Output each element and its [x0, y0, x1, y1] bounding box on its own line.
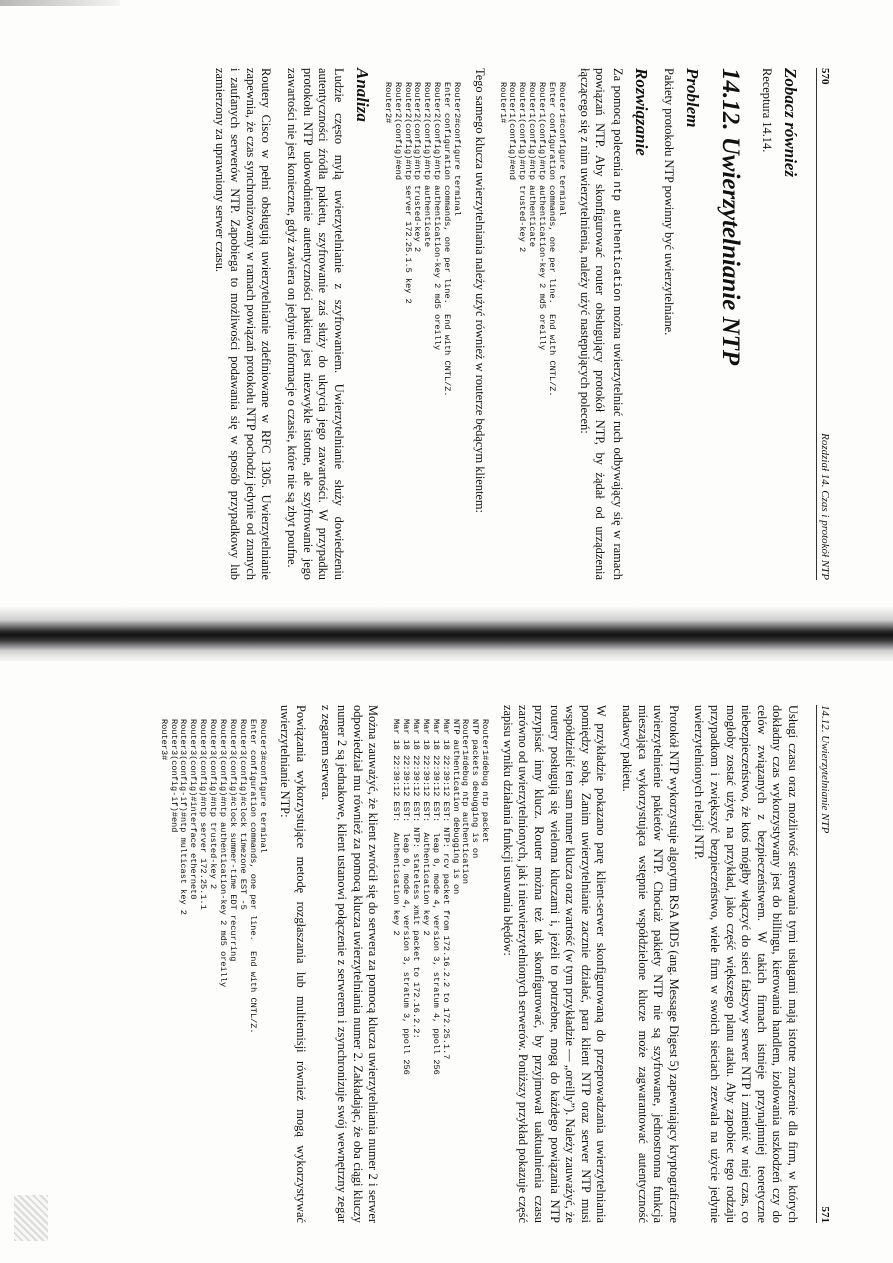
code-block-router2: Router2#configure terminal Enter configuration commands, one per line. End with CNTL/Z. Router2(config)#ntp authentication-key 2 md5 oreilly Router2(config)#ntp authenticate Router2(config)#ntp trusted-key 2 Router2(config)#ntp server 172.25.1.5 key 2 Router2(config)#end Router2# [382, 82, 463, 397]
problem-heading: Problem [683, 68, 703, 128]
solution-text-before: Za pomocą polecenia [610, 68, 625, 182]
right-paragraph-5: Powiązania wykorzystujące metodę rozgłaszania lub multiemisji również mogą wykorzystywać uwierzytelnianie NTP: [278, 705, 308, 1223]
right-header-title: 14.12. Uwierzytelnianie NTP [819, 705, 831, 834]
left-page [0, 0, 893, 620]
solution-command: ntp authentication [609, 181, 622, 302]
analysis-paragraph-1: Ludzie często mylą uwierzytelnianie z szyfrowaniem. Uwierzytelnianie służy dowiedzeniu autentyczności źródła pakietu, szyfrowanie zaś służy do ukrycia jego zawartości. W przypadku protokołu NTP udowodnienie autentyczności pakietu jest niezwykle istotne, ale szyfrowanie jego zawartości nie jest konieczne, gdyż zawiera on jedynie informacje o czasie, które nie są zbyt poufne. [285, 68, 346, 580]
left-header-title: Rozdział 14. Czas i protokół NTP [819, 433, 831, 580]
left-running-header [816, 68, 831, 580]
analysis-heading: Analiza [352, 68, 372, 122]
solution-paragraph [576, 68, 625, 580]
right-running-header [816, 705, 831, 1223]
right-paragraph-3: W przykładzie pokazano parę klient-serwer skonfigurowaną do przeprowadzania uwierzytelniania pomiędzy sobą. Zanim uwierzytelnianie zacznie działać, para klient NTP oraz serwer NTP musi współdzielić ten sam numer klucza oraz wartość (w tym przykładzie — „oreilly”). Należy zauważyć, że routery posługują się wieloma kluczami i, jeżeli to potrzebne, mogą do każdego powiązania NTP przypisać inny klucz. Router można też tak skonfigurować, by przyjmował uaktualnienia czasu zarówno od uwierzytelnionych, jak i nieuwierzytelnionych serwerów. Poniższy przykład pokazuje część zapisu wyniku działania funkcji usuwania błędów: [500, 705, 609, 1223]
solution-middle-text: Tego samego klucza uwierzytelniania należy użyć również w routerze będącym klientem: [472, 68, 487, 513]
section-title: 14.12. Uwierzytelnianie NTP [717, 68, 745, 366]
scan-edge-smudge-top [0, 0, 120, 6]
left-page-number: 570 [819, 68, 831, 85]
right-paragraph-4: Można zauważyć, że klient zwrócił się do serwera za pomocą klucza uwierzytelniania numer 2 i serwer odpowiedział mu również za pomocą klucza uwierzytelniania numer 2. Zakładając, że oba ciągi kluczy numer 2 są jednakowe, klient ustanowi połączenie z serwerem i zsynchronizuje swój wewnętrzny zegar z zegarem serwera. [319, 705, 381, 1223]
right-paragraph-1: Usługi czasu oraz możliwość sterowania tymi usługami mają istotne znaczenie dla firm, w których dokładny czas wykorzystywany jest do billingu, kierowania handlem, izolowania uszkodzeń czy do celów związanych z bezpieczeństwem. W takich firmach istnieje przynajmniej teoretyczne niebezpieczeństwo, że ktoś mógłby włączyć do sieci fałszywy serwer NTP i zmienić w niej czas, co mogłoby zostać użyte, na przykład, jako część większego planu ataku. Aby zapobiec tego rodzaju przypadkom i zwiększyć bezpieczeństwo, wiele firm w swoich sieciach zezwala na użycie jedynie uwierzytelnionych relacji NTP. [692, 705, 800, 1223]
scan-edge-smudge-bottom [14, 1195, 48, 1241]
see-also-heading: Zobacz również [781, 68, 800, 178]
code-block-router3: Router3#configure terminal Enter configuration commands, one per line. End with CNTL/Z. Router3(config)#clock timezone EST -5 Router3(config)#clock summer-time EDT recurring Router3(config)#ntp authentication-key 2 md5 oreilly Router3(config)#ntp trusted-key 2 Router3(config)#ntp server 172.25.1.1 Router3(config)#interface ethernet0 Router3(config-if)#ntp multicast key 2 Router3(config-if)#end Router3# [158, 719, 268, 1034]
solution-text-after: można uwierzytelniać ruch odbywający się w ramach powiązań NTP. Aby skonfigurować router obsługujący protokół NTP, by żądał od urządzenia łączącego się z nim uwierzytelnienia, należy użyć następujących poleceń: [577, 68, 625, 580]
analysis-paragraph-2: Routery Cisco w pełni obsługują uwierzytelnianie zdefiniowane w RFC 1305. Uwierzytelnianie zapewnia, że czas synchronizowany w ramach powiązań protokołu NTP pochodzi jedynie od znanych i zaufanych serwerów NTP. Zapobiega to możliwości podawania się w sposób przypadkowy lub zamierzony za uprawniony serwer czasu. [212, 68, 274, 580]
solution-heading: Rozwiązanie [631, 68, 651, 156]
code-block-debug: Router1#debug ntp packet NTP packets debugging is on Router1#debug ntp authentication NTP authentication debugging is on Mar 18 22:39:12 EST: NTP: rcv packet from 172.16.2.2 to 172.25.1.7 Mar 18 22:39:12 EST: leap 0, mode 4, version 3, stratum 4, ppoll 256 Mar 18 22:39:12 EST: Authentication key 2 Mar 18 22:39:12 EST: NTP: stateless xmit packet to 172.16.2.2: Mar 18 22:39:12 EST: leap 0, mode 4, version 3, stratum 3, ppoll 256 Mar 18 22:39:12 EST: Authentication key 2 [391, 719, 491, 1075]
problem-text: Pakiety protokołu NTP powinny być uwierzytelniane. [662, 68, 677, 336]
right-page [0, 643, 893, 1263]
right-page-number: 571 [819, 1206, 831, 1223]
right-paragraph-2: Protokół NTP wykorzystuje algorytm RSA MD5 (ang. Message Digest 5) zapewniający kryptograficzne uwierzytelnienie pakietów NTP. Chociaż pakiety NTP nie są szyfrowane, jednostronna funkcja mieszająca wykorzystująca wstępnie współdzielone klucze może zagwarantować autentyczność nadawcy pakietu. [620, 705, 681, 1223]
code-block-router1: Router1#configure terminal Enter configuration commands, one per line. End with CNTL/Z. Router1(config)#ntp authentication-key 2 md5 oreilly Router1(config)#ntp authenticate Router1(config)#ntp trusted-key 2 Router1(config)#end Router1# [497, 82, 568, 397]
see-also-text: Receptura 14.14. [760, 68, 774, 153]
